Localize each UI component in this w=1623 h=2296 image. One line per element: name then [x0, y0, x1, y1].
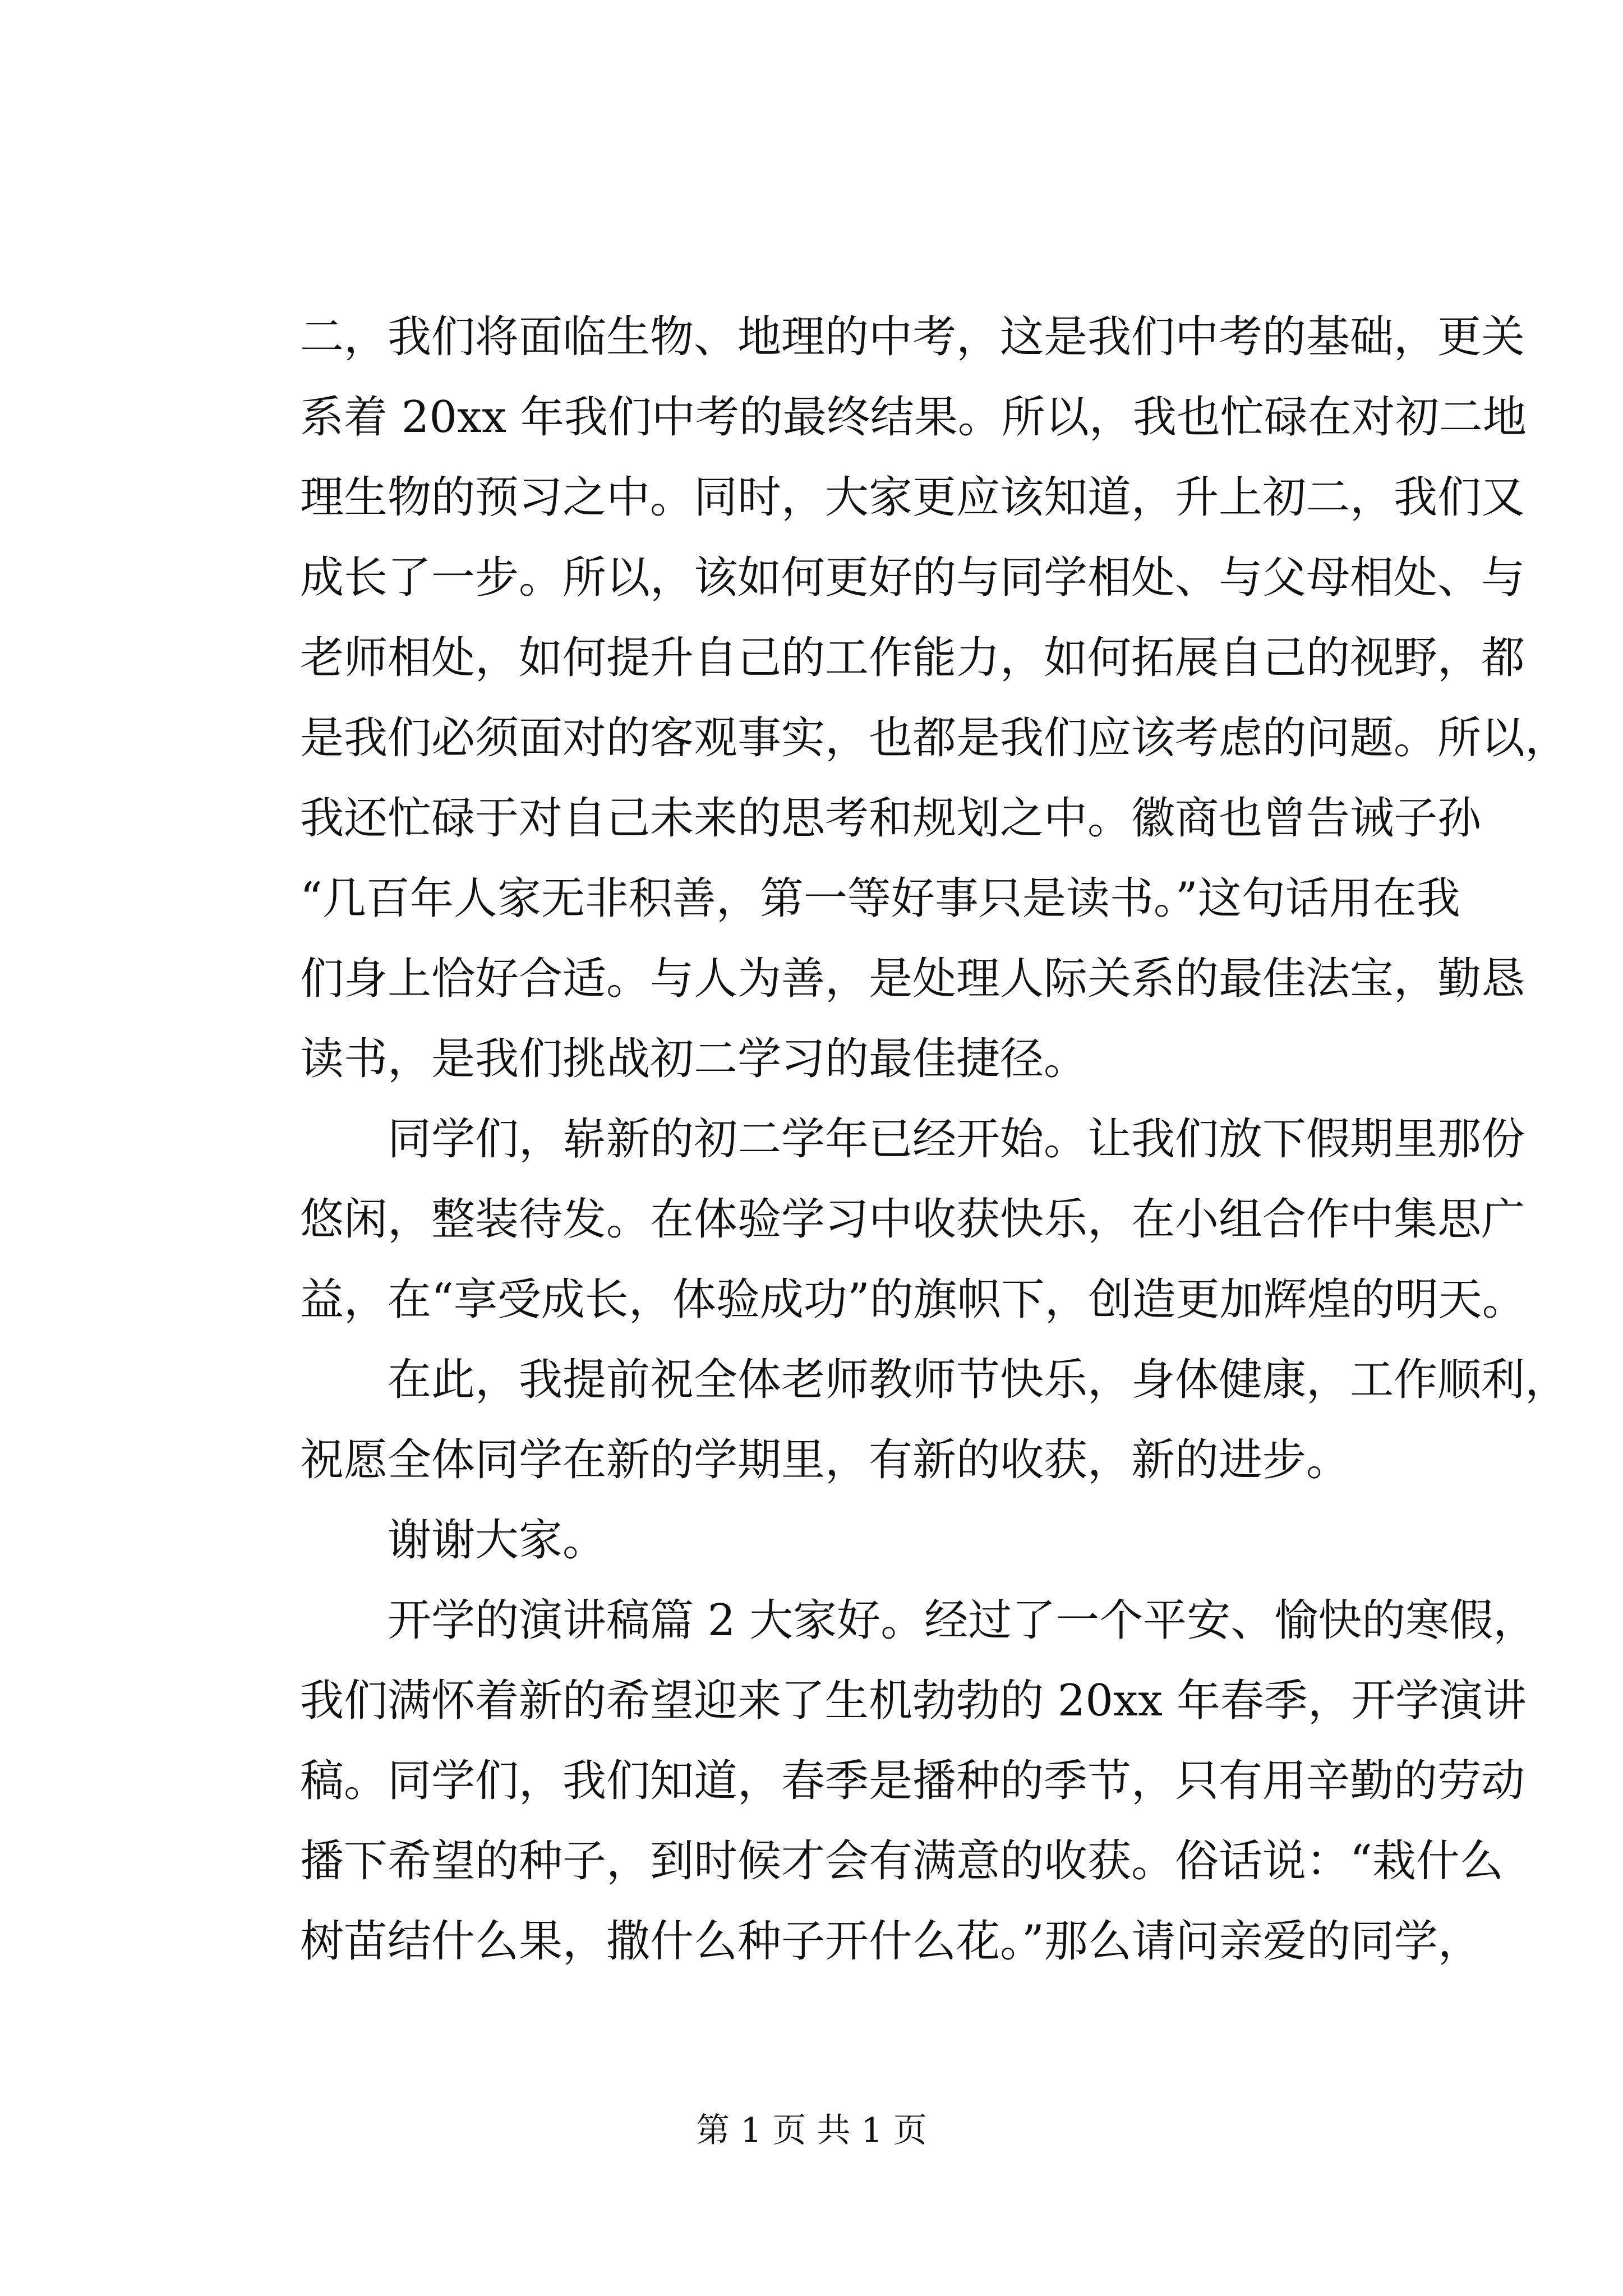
text-line: 理生物的预习之中。同时，大家更应该知道，升上初二，我们又: [300, 472, 1525, 523]
page-footer: 第 1 页 共 1 页: [696, 2111, 927, 2150]
text-line: 老师相处，如何提升自己的工作能力，如何拓展自己的视野，都: [300, 633, 1525, 683]
text-line: 我们满怀着新的希望迎来了生机勃勃的 20xx 年春季，开学演讲: [300, 1676, 1527, 1726]
text-line: 系着 20xx 年我们中考的最终结果。所以，我也忙碌在对初二地: [300, 392, 1527, 443]
text-line: 谢谢大家。: [388, 1515, 607, 1566]
text-line: 同学们，崭新的初二学年已经开始。让我们放下假期里那份: [388, 1114, 1525, 1165]
text-line: 读书，是我们挑战初二学习的最佳捷径。: [300, 1034, 1088, 1084]
text-line: 们身上恰好合适。与人为善，是处理人际关系的最佳法宝，勤恳: [300, 954, 1525, 1004]
text-line: 我还忙碌于对自己未来的思考和规划之中。徽商也曾告诫子孙: [300, 793, 1482, 844]
text-line: 二，我们将面临生物、地理的中考，这是我们中考的基础，更关: [300, 312, 1525, 362]
text-line: 益，在“享受成长，体验成功”的旗帜下，创造更加辉煌的明天。: [300, 1274, 1526, 1325]
text-line: 是我们必须面对的客观事实，也都是我们应该考虑的问题。所以，: [300, 713, 1569, 763]
text-line: 悠闲，整装待发。在体验学习中收获快乐，在小组合作中集思广: [300, 1194, 1525, 1245]
text-line: 稿。同学们，我们知道，春季是播种的季节，只有用辛勤的劳动: [300, 1756, 1525, 1806]
text-line: “几百年人家无非积善，第一等好事只是读书。”这句话用在我: [300, 873, 1460, 924]
text-line: 开学的演讲稿篇 2 大家好。经过了一个平安、愉快的寒假，: [388, 1595, 1537, 1646]
text-line: 成长了一步。所以，该如何更好的与同学相处、与父母相处、与: [300, 553, 1525, 603]
text-line: 在此，我提前祝全体老师教师节快乐，身体健康，工作顺利，: [388, 1355, 1569, 1405]
document-body: [300, 297, 1569, 1982]
text-line: 祝愿全体同学在新的学期里，有新的收获，新的进步。: [300, 1435, 1350, 1485]
text-line: 树苗结什么果，撒什么种子开什么花。”那么请问亲爱的同学，: [300, 1916, 1482, 1967]
text-line: 播下希望的种子，到时候才会有满意的收获。俗话说：“栽什么: [300, 1836, 1504, 1887]
